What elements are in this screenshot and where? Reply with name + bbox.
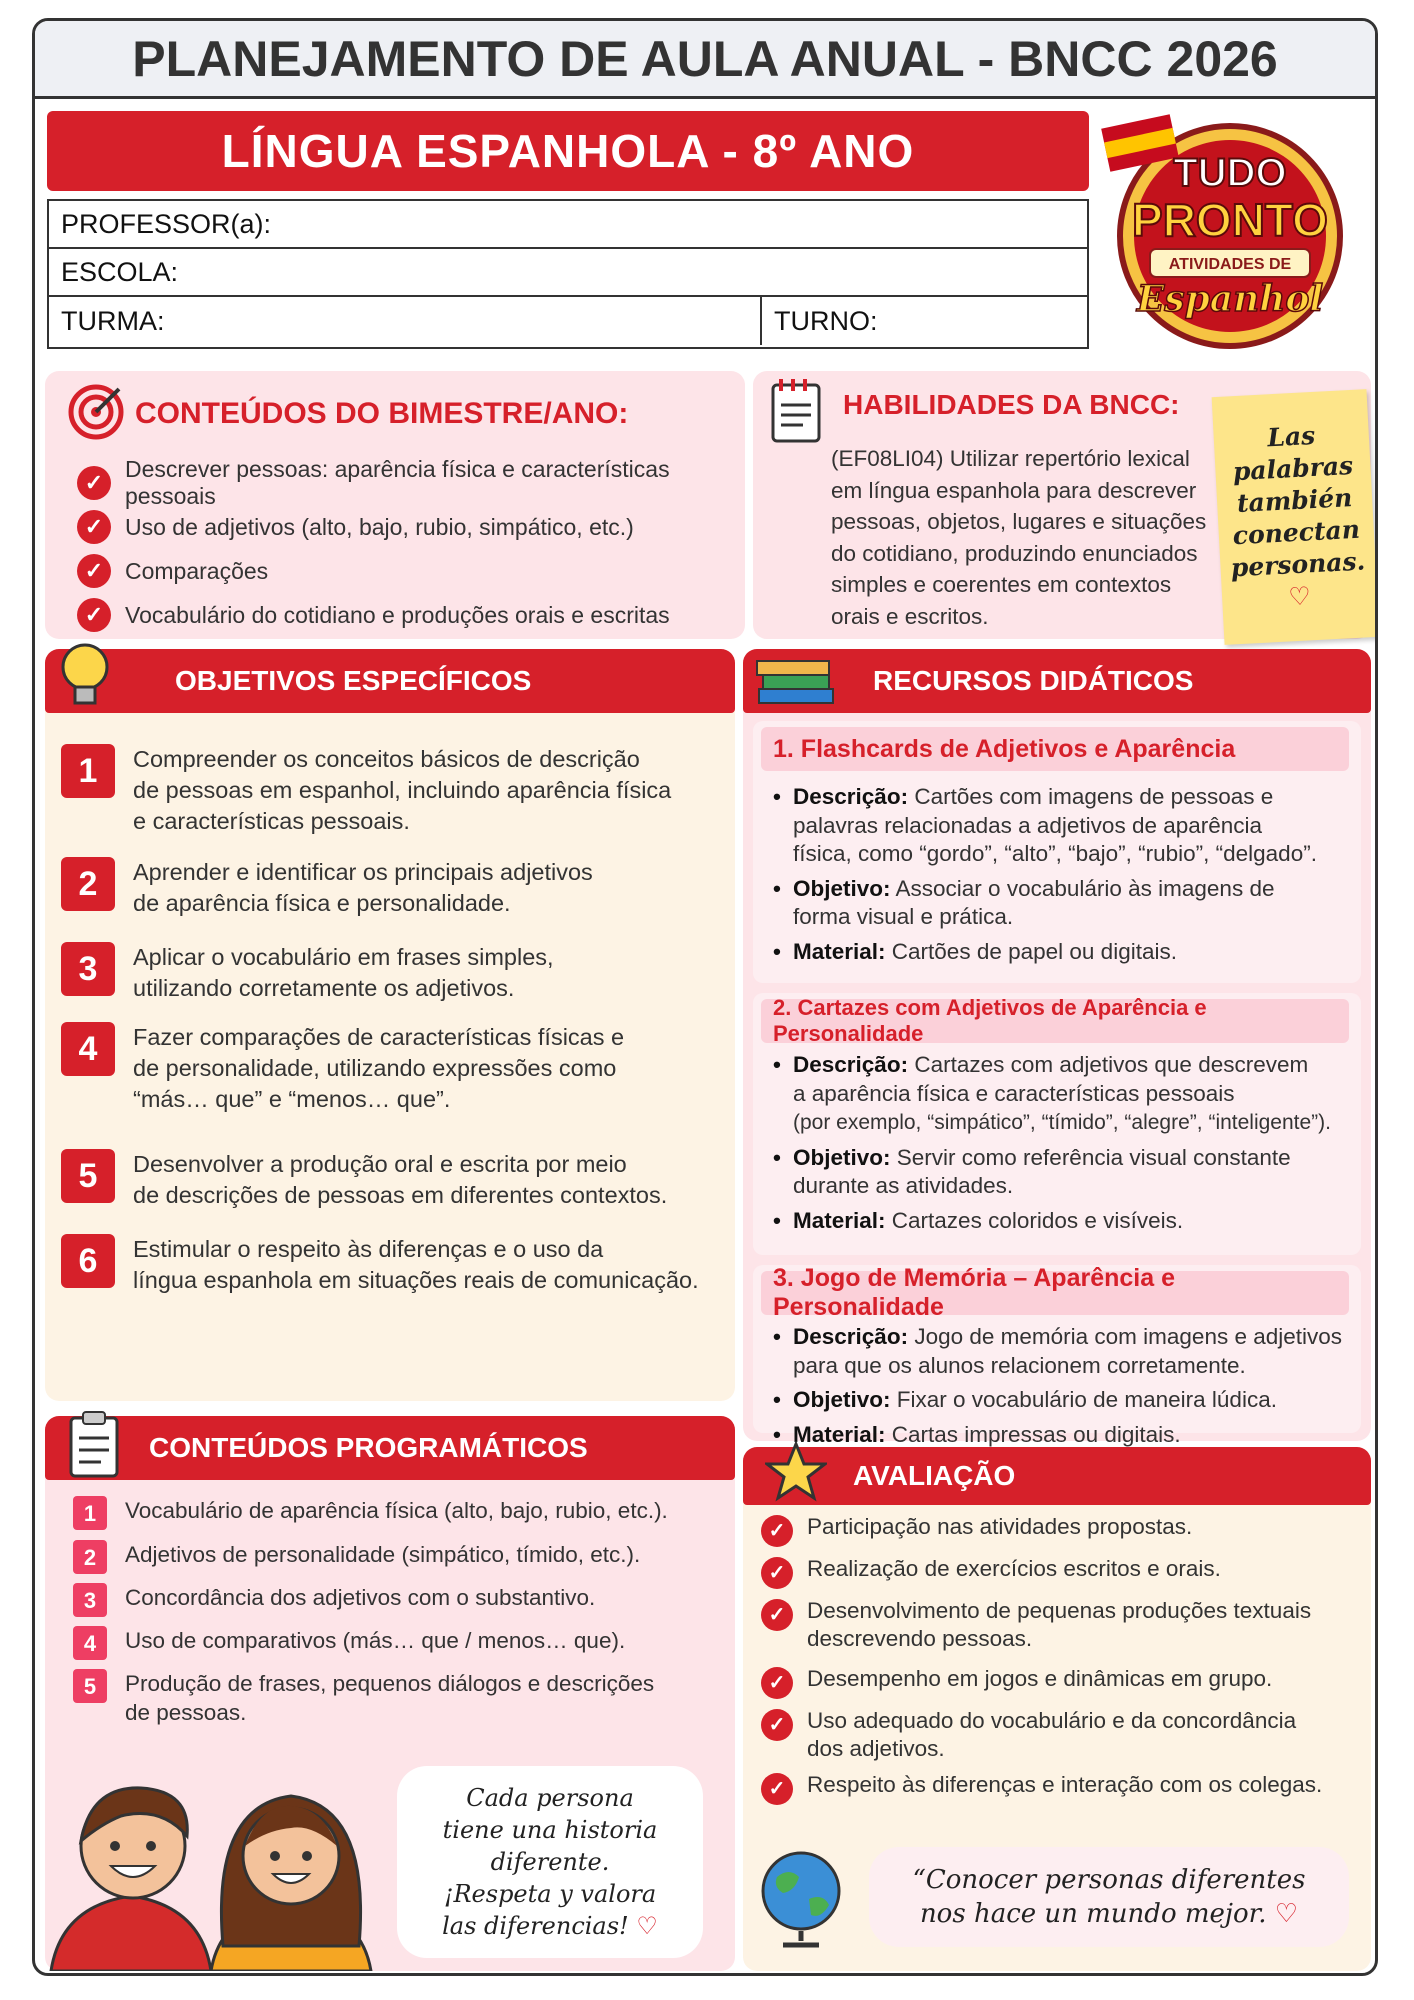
list-item: • Material: Cartões de papel ou digitais. <box>771 938 1353 967</box>
recursos-title: RECURSOS DIDÁTICOS <box>873 665 1194 696</box>
objetivo-item: 6 Estimular o respeito às diferenças e o uso da língua espanhola em situações reais de comunicação. <box>61 1234 715 1296</box>
list-item: ✓ Uso adequado do vocabulário e da concordância dos adjetivos. <box>761 1707 1361 1763</box>
logo-text-3: ATIVIDADES DE <box>1168 256 1292 273</box>
objetivos-title: OBJETIVOS ESPECÍFICOS <box>175 665 532 696</box>
lesson-plan-page <box>32 18 1378 1976</box>
avaliacao-panel <box>743 1447 1371 1971</box>
page-title: PLANEJAMENTO DE AULA ANUAL - BNCC 2026 <box>35 21 1375 99</box>
objetivo-item: 1 Compreender os conceitos básicos de descrição de pessoas em espanhol, incluindo aparência física e características pessoais. <box>61 744 715 837</box>
quote-bubble-right: “Conocer personas diferentes nos hace un mundo mejor. ♡ <box>869 1847 1349 1947</box>
objetivo-item: 4 Fazer comparações de características físicas e de personalidade, utilizando expressões como “más… que” e “menos… que”. <box>61 1022 715 1115</box>
check-icon: ✓ <box>761 1557 793 1589</box>
tudo-pronto-logo <box>1095 111 1365 361</box>
objetivo-item: 3 Aplicar o vocabulário em frases simples, utilizando corretamente os adjetivos. <box>61 942 715 1004</box>
star-icon <box>765 1441 827 1510</box>
programaticos-title: CONTEÚDOS PROGRAMÁTICOS <box>149 1432 588 1463</box>
heart-icon: ♡ <box>636 1912 658 1940</box>
check-icon: ✓ <box>77 510 111 544</box>
programatico-item: 4 Uso de comparativos (más… que / menos… que). <box>73 1626 715 1660</box>
list-item: • Objetivo: Servir como referência visual constante durante as atividades. <box>771 1144 1353 1201</box>
objetivo-item: 5 Desenvolver a produção oral e escrita por meio de descrições de pessoas em diferentes contextos. <box>61 1149 715 1211</box>
list-item: ✓ Realização de exercícios escritos e orais. <box>761 1555 1361 1589</box>
programaticos-header <box>45 1416 735 1480</box>
check-icon: ✓ <box>77 598 111 632</box>
turno-label: TURNO: <box>774 305 878 336</box>
check-icon: ✓ <box>761 1773 793 1805</box>
list-item: • Material: Cartazes coloridos e visíveis. <box>771 1207 1353 1236</box>
recursos-panel <box>743 649 1371 1447</box>
books-icon <box>753 649 839 720</box>
objetivo-item: 2 Aprender e identificar os principais adjetivos de aparência física e personalidade. <box>61 857 715 919</box>
programatico-item: 2 Adjetivos de personalidade (simpático, tímido, etc.). <box>73 1540 715 1574</box>
conteudos-title: CONTEÚDOS DO BIMESTRE/ANO: <box>135 397 629 430</box>
programatico-item: 1 Vocabulário de aparência física (alto, bajo, rubio, etc.). <box>73 1496 715 1530</box>
heart-icon: ♡ <box>1287 581 1312 612</box>
escola-field[interactable] <box>49 249 1087 297</box>
recurso-title: 1. Flashcards de Adjetivos e Aparência <box>761 727 1349 771</box>
turma-turno-row <box>49 297 1087 345</box>
check-icon: ✓ <box>761 1667 793 1699</box>
check-icon: ✓ <box>761 1709 793 1741</box>
clipboard-icon <box>67 1410 121 1487</box>
programaticos-panel <box>45 1416 735 1971</box>
turma-label: TURMA: <box>61 305 165 336</box>
list-item: • Objetivo: Fixar o vocabulário de maneira lúdica. <box>771 1386 1353 1415</box>
notepad-icon <box>767 375 827 450</box>
recurso-block-3 <box>753 1264 1361 1447</box>
globe-icon <box>755 1847 851 1956</box>
logo-text-2: PRONTO <box>1132 194 1328 246</box>
conteudos-panel <box>45 371 745 639</box>
list-item: ✓ Desempenho em jogos e dinâmicas em grupo. <box>761 1665 1361 1699</box>
check-icon: ✓ <box>77 554 111 588</box>
list-item: ✓ Descrever pessoas: aparência física e características pessoais <box>77 461 745 505</box>
list-item: • Descrição: Cartazes com adjetivos que descrevem a aparência física e características pessoais (por exemplo, “simpático”, “tímido”, “alegre”, “inteligente”). <box>771 1051 1353 1138</box>
check-icon: ✓ <box>77 466 111 500</box>
check-icon: ✓ <box>761 1599 793 1631</box>
recurso-block-2 <box>753 993 1361 1255</box>
sticky-note: Las palabras también conectan personas. ♡ <box>1212 389 1378 645</box>
list-item: • Descrição: Cartões com imagens de pessoas e palavras relacionadas a adjetivos de aparência física, como “gordo”, “alto”, “bajo”, “rubio”, “delgado”. <box>771 783 1353 869</box>
programatico-item: 3 Concordância dos adjetivos com o substantivo. <box>73 1583 715 1617</box>
objetivos-panel <box>45 649 735 1401</box>
list-item: ✓ Comparações <box>77 549 745 593</box>
logo-text-1: TUDO <box>1173 151 1287 195</box>
turma-field[interactable] <box>49 297 762 345</box>
info-table <box>47 199 1089 349</box>
lightbulb-icon <box>55 639 115 724</box>
recurso-title: 3. Jogo de Memória – Aparência e Personalidade <box>761 1271 1349 1315</box>
professor-label: PROFESSOR(a): <box>61 208 272 239</box>
list-item: • Objetivo: Associar o vocabulário às imagens de forma visual e prática. <box>771 875 1353 932</box>
list-item: ✓ Uso de adjetivos (alto, bajo, rubio, simpático, etc.) <box>77 505 745 549</box>
habilidades-title: HABILIDADES DA BNCC: <box>843 389 1180 420</box>
programatico-item: 5 Produção de frases, pequenos diálogos e descrições de pessoas. <box>73 1669 715 1727</box>
list-item: ✓ Participação nas atividades propostas. <box>761 1513 1361 1547</box>
recurso-title: 2. Cartazes com Adjetivos de Aparência e Personalidade <box>761 999 1349 1043</box>
heart-icon: ♡ <box>1274 1899 1299 1929</box>
list-item: ✓ Vocabulário do cotidiano e produções orais e escritas <box>77 593 745 637</box>
habilidades-text: (EF08LI04) Utilizar repertório lexical em língua espanhola para descrever pessoas, objetos, lugares e situações do cotidiano, produzindo enunciados simples e coerentes em contextos orais e escritos. <box>831 446 1207 629</box>
recursos-header <box>743 649 1371 713</box>
objetivos-header <box>45 649 735 713</box>
target-icon <box>67 383 125 446</box>
logo-text-4: Espanhol <box>1136 278 1324 320</box>
list-item: • Material: Cartas impressas ou digitais. <box>771 1421 1353 1450</box>
avaliacao-header <box>743 1447 1371 1505</box>
subject-banner: LÍNGUA ESPANHOLA - 8º ANO <box>47 111 1089 191</box>
turno-field[interactable] <box>762 297 878 345</box>
list-item: ✓ Desenvolvimento de pequenas produções textuais descrevendo pessoas. <box>761 1597 1361 1653</box>
avaliacao-title: AVALIAÇÃO <box>853 1460 1016 1491</box>
list-item: • Descrição: Jogo de memória com imagens e adjetivos para que os alunos relacionem corretamente. <box>771 1323 1353 1380</box>
avaliacao-list <box>761 1513 1361 1805</box>
recurso-block-1 <box>753 721 1361 983</box>
escola-label: ESCOLA: <box>61 256 179 287</box>
conteudos-list <box>77 456 745 637</box>
check-icon: ✓ <box>761 1515 793 1547</box>
professor-field[interactable] <box>49 201 1087 249</box>
list-item: ✓ Respeito às diferenças e interação com os colegas. <box>761 1771 1361 1805</box>
quote-bubble-left: Cada persona tiene una historia diferente. ¡Respeta y valora las diferencias! ♡ <box>397 1766 703 1958</box>
kids-illustration <box>41 1746 391 1976</box>
